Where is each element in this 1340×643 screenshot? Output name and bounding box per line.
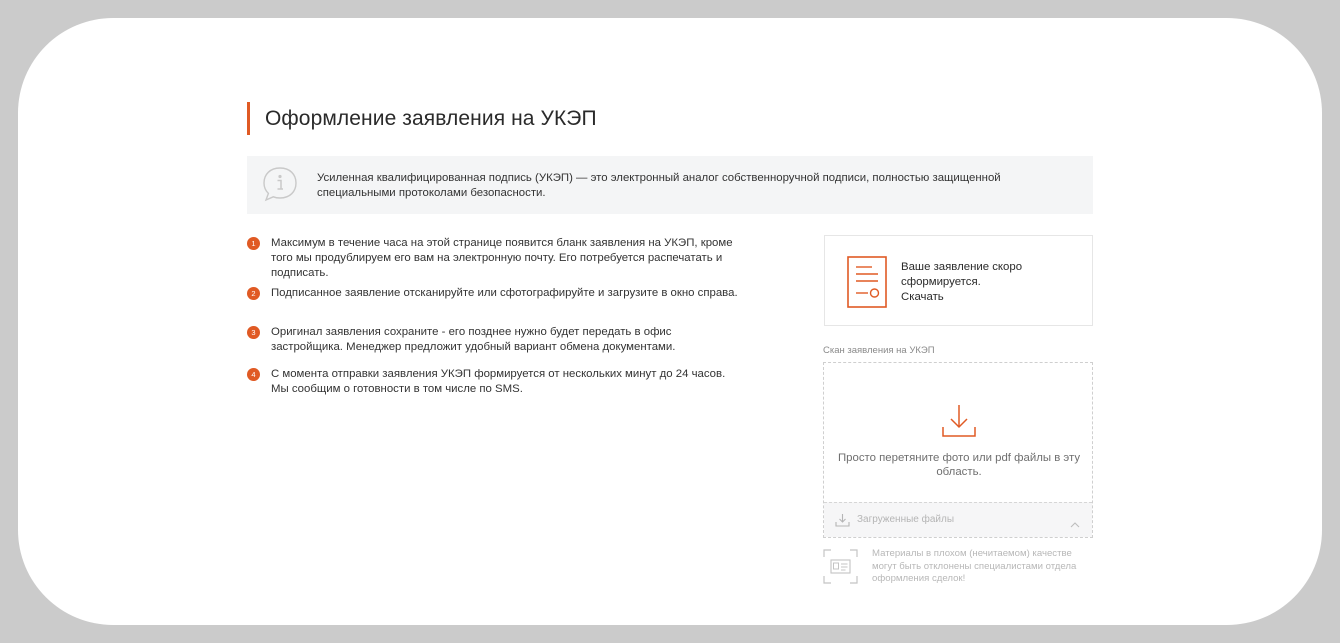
dropzone-text: Просто перетяните фото или pdf файлы в эту область.: [837, 452, 1081, 478]
document-status-text: Ваше заявление скоро сформируется.: [901, 261, 1023, 288]
upload-tray-icon: [835, 513, 850, 527]
uploaded-files-toggle[interactable]: [824, 502, 1092, 537]
quality-note-text: Материалы в плохом (нечитаемом) качестве могут быть отклонены специалистами отдела оформления сделок!: [872, 548, 1077, 584]
info-box: [247, 156, 1093, 214]
chevron-up-icon: [1070, 516, 1080, 524]
document-icon: [846, 255, 888, 309]
page-title-block: [247, 102, 597, 135]
download-link[interactable]: Скачать: [901, 291, 944, 303]
step-number-badge: 3: [247, 326, 260, 339]
download-arrow-icon: [941, 403, 977, 439]
step-text: Подписанное заявление отсканируйте или сфотографируйте и загрузите в окно справа.: [271, 287, 738, 299]
page-title: Оформление заявления на УКЭП: [265, 106, 597, 130]
page-frame: [18, 18, 1322, 625]
step-text: Максимум в течение часа на этой странице появится бланк заявления на УКЭП, кроме того мы продублируем его вам на электронную почту. Его потребуется распечатать и подписать.: [271, 237, 733, 279]
step-number-badge: 1: [247, 237, 260, 250]
upload-dropzone[interactable]: [823, 362, 1093, 538]
step-number-badge: 4: [247, 368, 260, 381]
quality-note: [823, 548, 1098, 588]
document-card: [824, 235, 1093, 326]
scan-label: Скан заявления на УКЭП: [823, 345, 935, 356]
uploaded-files-label: Загруженные файлы: [857, 514, 955, 525]
info-bubble-icon: [261, 165, 299, 203]
step-text: Оригинал заявления сохраните - его позднее нужно будет передать в офис застройщика. Менеджер предложит удобный вариант обмена документами.: [271, 326, 676, 353]
info-text: Усиленная квалифицированная подпись (УКЭП) — это электронный аналог собственноручной подписи, полностью защищенной специальными протоколами безопасности.: [317, 172, 1001, 199]
document-status: [901, 260, 1081, 305]
step-text: С момента отправки заявления УКЭП формируется от нескольких минут до 24 часов. Мы сообщим о готовности в том числе по SMS.: [271, 368, 726, 395]
id-scan-icon: [823, 549, 858, 584]
step-number-badge: 2: [247, 287, 260, 300]
